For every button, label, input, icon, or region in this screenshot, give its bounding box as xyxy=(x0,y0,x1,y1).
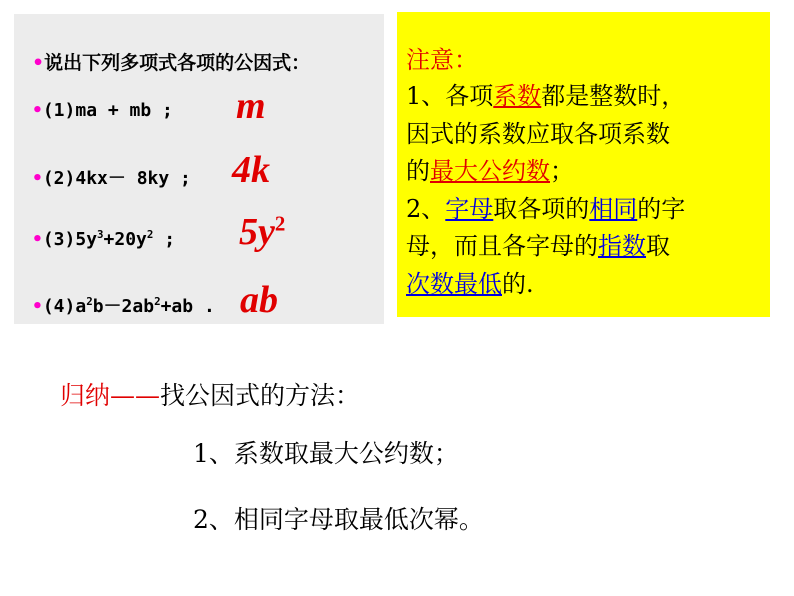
note-box xyxy=(397,12,770,317)
bullet: • xyxy=(32,52,45,74)
note-line-5: 母，而且各字母的指数取 xyxy=(406,232,670,260)
note-line-3: 的最大公约数； xyxy=(406,157,574,185)
answer-1: m xyxy=(236,85,266,127)
exercise-item-1: •(1)ma + mb ; xyxy=(32,100,173,121)
exercise-item-3: $•(3)5y^3+20y^2$ ; xyxy=(32,228,176,250)
summary-line-1: 1、系数取最大公约数； xyxy=(193,439,459,468)
exercise-item-2: •(2)4kx－ 8ky ; xyxy=(32,168,191,189)
exercise-panel xyxy=(14,14,384,324)
note-line-2: 因式的系数应取各项系数 xyxy=(406,119,670,148)
note-line-1: 1、各项系数都是整数时， xyxy=(406,82,686,110)
answer-3: $5y^2$ xyxy=(239,211,286,253)
note-body xyxy=(406,78,766,303)
note-title: 注意： xyxy=(406,46,478,74)
exercise-item-4: $•(4)a^2b-2ab^2+ab$ . xyxy=(32,295,215,317)
note-line-6: 次数最低的. xyxy=(406,269,534,298)
note-line-4: 2、字母取各项的相同的字 xyxy=(406,194,686,223)
summary-line-2: 2、相同字母取最低次幂。 xyxy=(193,505,484,534)
exercise-title: •说出下列多项式各项的公因式： xyxy=(32,52,311,74)
answer-4: ab xyxy=(240,279,278,321)
answer-2: 4k xyxy=(232,149,270,191)
summary-heading: 归纳——找公因式的方法： xyxy=(60,381,361,410)
